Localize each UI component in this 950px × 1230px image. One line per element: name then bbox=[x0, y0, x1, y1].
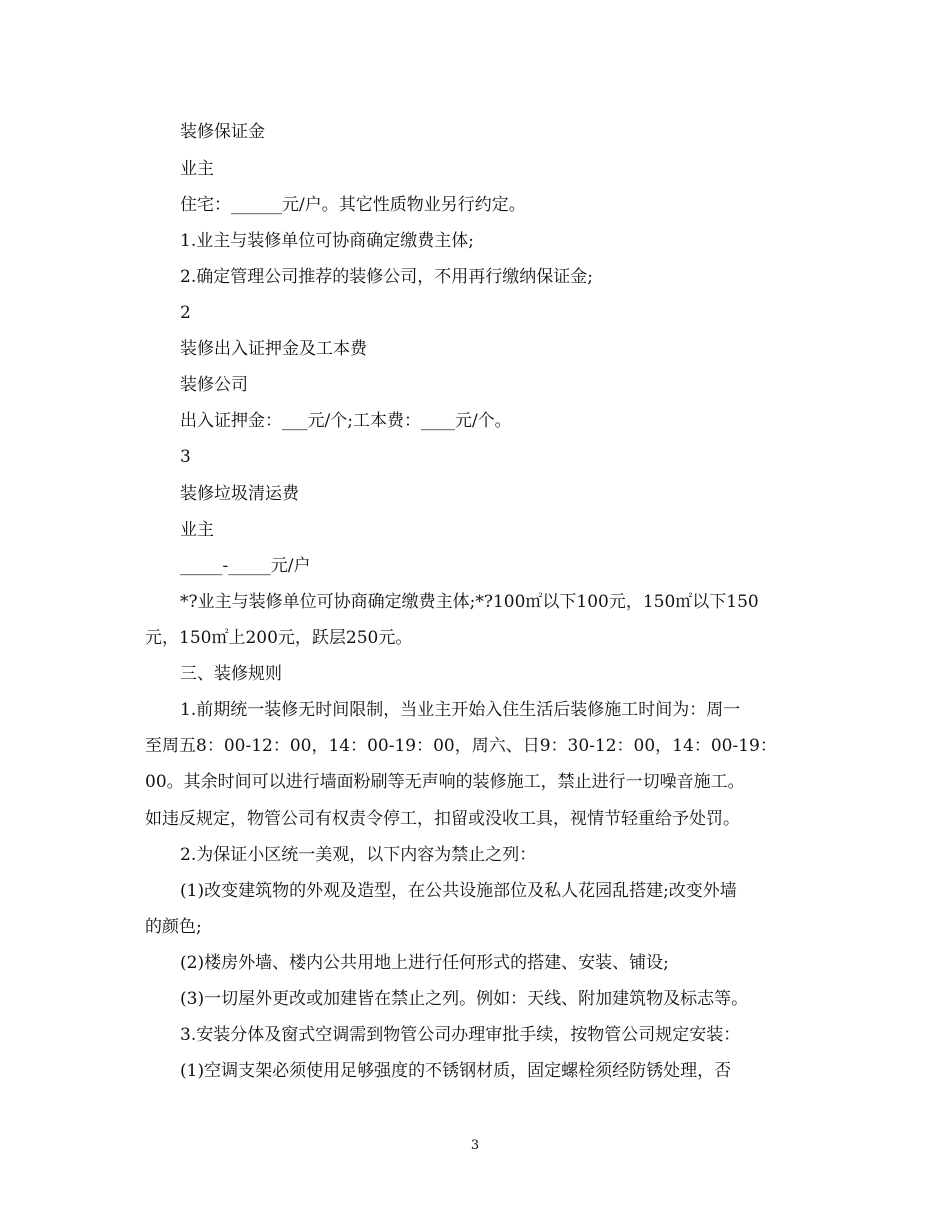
text-line: *?业主与装修单位可协商确定缴费主体;*?100㎡以下100元，150㎡以下150 bbox=[180, 592, 759, 612]
section-heading: 三、装修规则 bbox=[180, 664, 282, 684]
text-line: 装修保证金 bbox=[180, 122, 265, 142]
text-line: (3)一切屋外更改或加建皆在禁止之列。例如：天线、附加建筑物及标志等。 bbox=[180, 989, 749, 1009]
text-line: 3.安装分体及窗式空调需到物管公司办理审批手续，按物管公司规定安装： bbox=[180, 1025, 741, 1045]
text-line: 2.为保证小区统一美观，以下内容为禁止之列： bbox=[180, 845, 537, 865]
text-line: 1.业主与装修单位可协商确定缴费主体; bbox=[180, 231, 474, 251]
text-line: (1)改变建筑物的外观及造型，在公共设施部位及私人花园乱搭建;改变外墙 bbox=[180, 881, 737, 901]
text-line: 出入证押金：___元/个;工本费：____元/个。 bbox=[180, 411, 512, 431]
page-number: 3 bbox=[470, 1138, 480, 1153]
text-line: 如违反规定，物管公司有权责令停工，扣留或没收工具，视情节轻重给予处罚。 bbox=[145, 809, 740, 829]
text-line: 3 bbox=[180, 447, 191, 467]
text-line: 的颜色; bbox=[145, 917, 202, 937]
text-line: (1)空调支架必须使用足够强度的不锈钢材质，固定螺栓须经防锈处理，否 bbox=[180, 1061, 732, 1081]
text-line: 装修出入证押金及工本费 bbox=[180, 339, 367, 359]
text-line: 元，150㎡上200元，跃层250元。 bbox=[145, 628, 413, 648]
text-line: 装修垃圾清运费 bbox=[180, 484, 299, 504]
text-line: 2.确定管理公司推荐的装修公司，不用再行缴纳保证金; bbox=[180, 267, 593, 287]
text-line: 2 bbox=[180, 303, 191, 323]
text-line: 至周五8：00-12：00，14：00-19：00，周六、日9：30-12：00，14：00-19： bbox=[145, 736, 777, 756]
text-line: 装修公司 bbox=[180, 375, 248, 395]
text-line: 业主 bbox=[180, 159, 214, 179]
text-line: 1.前期统一装修无时间限制，当业主开始入住生活后装修施工时间为：周一 bbox=[180, 700, 741, 720]
text-line: 住宅：______元/户。其它性质物业另行约定。 bbox=[180, 195, 526, 215]
text-line: (2)楼房外墙、楼内公共用地上进行任何形式的搭建、安装、铺设; bbox=[180, 953, 669, 973]
text-line: _____-_____元/户 bbox=[180, 556, 311, 576]
text-line: 00。其余时间可以进行墙面粉刷等无声响的装修施工，禁止进行一切噪音施工。 bbox=[145, 772, 745, 792]
text-line: 业主 bbox=[180, 520, 214, 540]
